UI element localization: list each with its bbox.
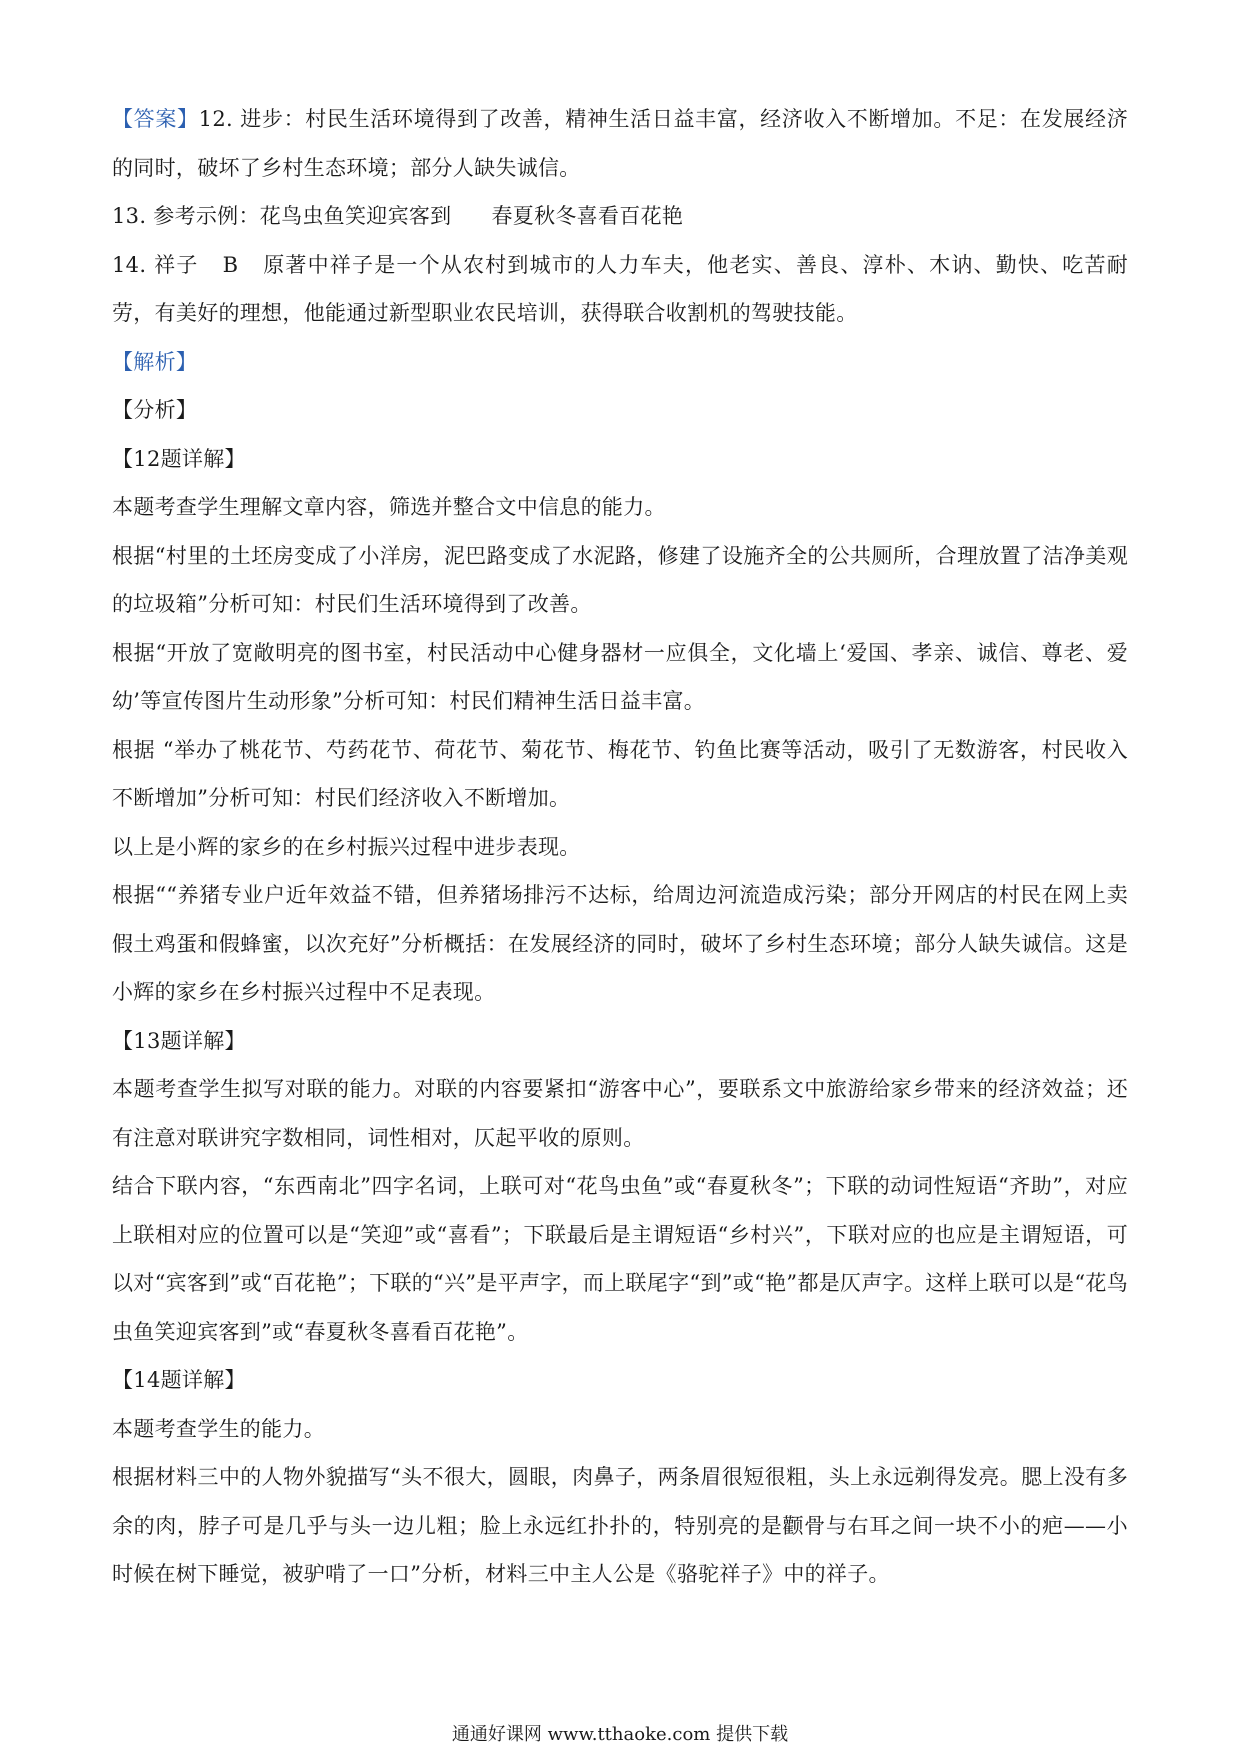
q13-heading: 【13题详解】	[112, 1028, 246, 1053]
analysis-label: 【解析】	[112, 349, 198, 374]
q12-paragraph: 根据“开放了宽敞明亮的图书室，村民活动中心健身器材一应俱全，文化墙上‘爱国、孝亲、诚信、尊老、爱幼’等宣传图片生动形象”分析可知：村民们精神生活日益丰富。	[112, 640, 1128, 713]
q14-paragraph: 根据材料三中的人物外貌描写“头不很大，圆眼，肉鼻子，两条眉很短很粗，头上永远剃得发亮。腮上没有多余的肉，脖子可是几乎与头一边儿粗；脸上永远红扑扑的，特别亮的是颧骨与右耳之间一块不小的疤——小时候在树下睡觉，被驴啃了一口”分析，材料三中主人公是《骆驼祥子》中的祥子。	[112, 1465, 1128, 1586]
answer-q13	[112, 192, 1128, 241]
answer-q14-text: 原著中祥子是一个从农村到城市的人力车夫，他老实、善良、淳朴、木讷、勤快、吃苦耐劳，有美好的理想，他能通过新型职业农民培训，获得联合收割机的驾驶技能。	[112, 252, 1129, 325]
answer-q13-second: 春夏秋冬喜看百花艳	[491, 204, 684, 228]
answer-q14-choice: B	[222, 252, 239, 277]
answer-q13-first: 13. 参考示例：花鸟虫鱼笑迎宾客到	[112, 204, 452, 228]
answer-q14	[112, 241, 1128, 338]
q12-heading: 【12题详解】	[112, 446, 246, 471]
q12-paragraph: 根据““养猪专业户近年效益不错，但养猪场排污不达标，给周边河流造成污染；部分开网店的村民在网上卖假土鸡蛋和假蜂蜜，以次充好”分析概括：在发展经济的同时，破坏了乡村生态环境；部分人缺失诚信。这是小辉的家乡在乡村振兴过程中不足表现。	[112, 883, 1128, 1004]
q12-paragraph: 根据 “举办了桃花节、芍药花节、荷花节、菊花节、梅花节、钓鱼比赛等活动，吸引了无数游客，村民收入不断增加”分析可知：村民们经济收入不断增加。	[112, 737, 1128, 810]
answer-q12-text: 12. 进步：村民生活环境得到了改善，精神生活日益丰富，经济收入不断增加。不足：在发展经济的同时，破坏了乡村生态环境；部分人缺失诚信。	[112, 107, 1129, 180]
q12-paragraph: 根据“村里的土坯房变成了小洋房，泥巴路变成了水泥路，修建了设施齐全的公共厕所，合理放置了洁净美观的垃圾箱”分析可知：村民们生活环境得到了改善。	[112, 543, 1128, 616]
q12-paragraph: 本题考查学生理解文章内容，筛选并整合文中信息的能力。	[112, 495, 666, 519]
q13-paragraph: 本题考查学生拟写对联的能力。对联的内容要紧扣“游客中心”，要联系文中旅游给家乡带来的经济效益；还有注意对联讲究字数相同，词性相对，仄起平收的原则。	[112, 1077, 1128, 1150]
answer-label: 【答案】	[112, 107, 199, 131]
q14-paragraph: 本题考查学生的能力。	[112, 1416, 325, 1441]
q13-paragraph: 结合下联内容，“东西南北”四字名词，上联可对“花鸟虫鱼”或“春夏秋冬”；下联的动词性短语“齐助”，对应上联相对应的位置可以是“笑迎”或“喜看”；下联最后是主谓短语“乡村兴”，下联对应的也应是主谓短语，可以对“宾客到”或“百花艳”；下联的“兴”是平声字，而上联尾字“到”或“艳”都是仄声字。这样上联可以是“花鸟虫鱼笑迎宾客到”或“春夏秋冬喜看百花艳”。	[112, 1174, 1128, 1344]
answer-q12	[112, 95, 1128, 192]
answer-q14-name: 14. 祥子	[112, 252, 199, 277]
q14-heading: 【14题详解】	[112, 1368, 246, 1392]
q12-paragraph: 以上是小辉的家乡的在乡村振兴过程中进步表现。	[112, 834, 581, 859]
analysis-sub-label: 【分析】	[112, 398, 198, 422]
page-footer: 通通好课网 www.tthaoke.com 提供下载	[451, 1724, 789, 1745]
